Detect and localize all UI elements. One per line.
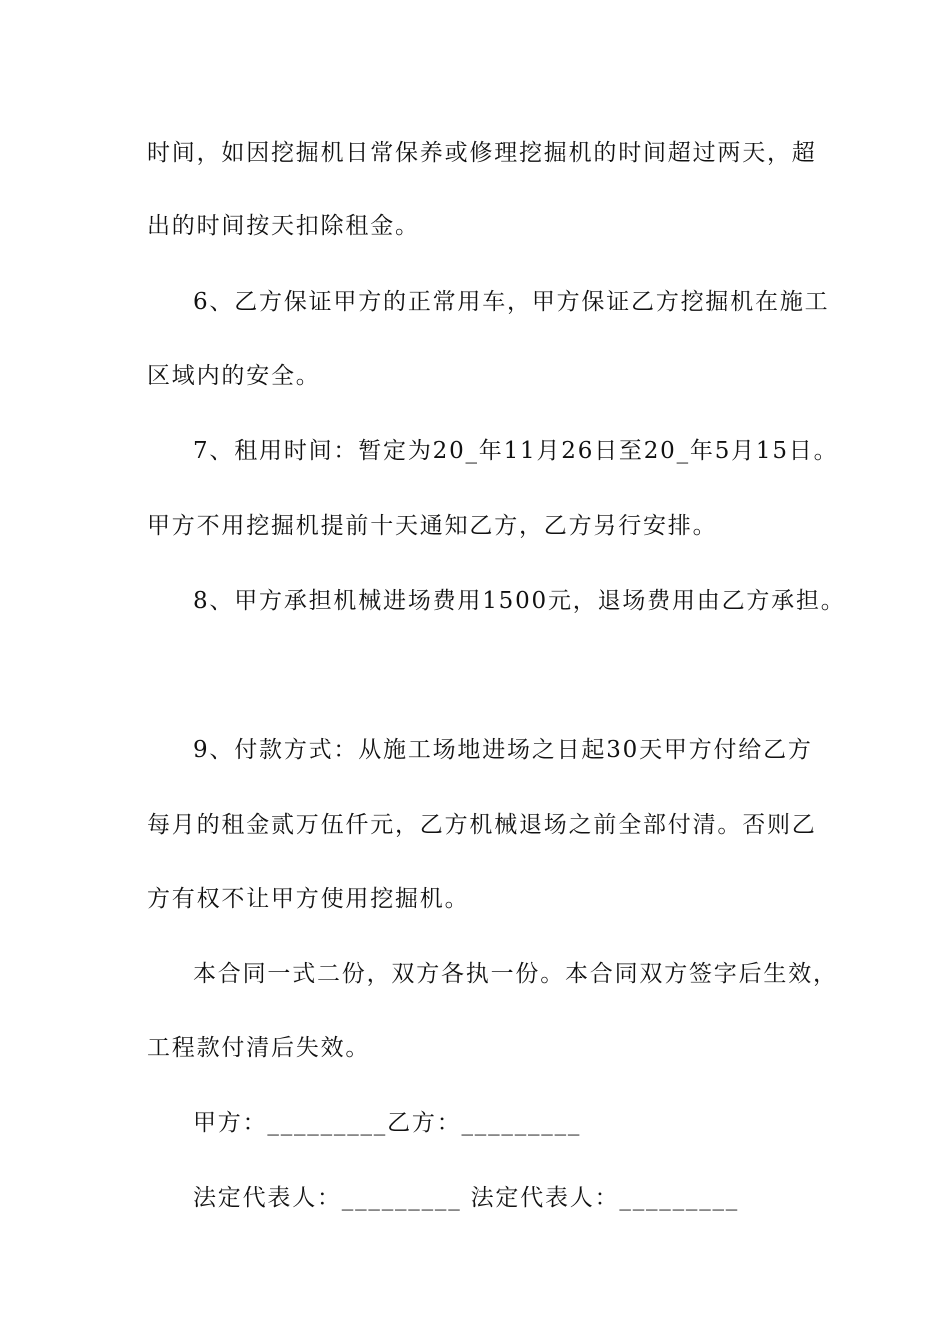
text-line-4: 区域内的安全。: [147, 363, 321, 389]
clause-6: 6、乙方保证甲方的正常用车，甲方保证乙方挖掘机在施工: [193, 289, 830, 315]
text-line-9: 每月的租金贰万伍仟元，乙方机械退场之前全部付清。否则乙: [147, 812, 817, 838]
closing-statement: 本合同一式二份，双方各执一份。本合同双方签字后生效，: [193, 961, 838, 987]
text-line-10: 方有权不让甲方使用挖掘机。: [147, 886, 470, 912]
clause-9: 9、付款方式：从施工场地进场之日起30天甲方付给乙方: [193, 737, 813, 763]
signature-representatives: 法定代表人：_________ 法定代表人：_________: [193, 1185, 740, 1211]
clause-8: 8、甲方承担机械进场费用1500元，退场费用由乙方承担。: [193, 588, 846, 614]
text-line-12: 工程款付清后失效。: [147, 1035, 371, 1061]
text-line-1: 时间，如因挖掘机日常保养或修理挖掘机的时间超过两天，超: [147, 140, 817, 166]
clause-7: 7、租用时间：暂定为20_年11月26日至20_年5月15日。: [193, 438, 839, 464]
text-line-6: 甲方不用挖掘机提前十天通知乙方，乙方另行安排。: [147, 513, 718, 539]
text-line-2: 出的时间按天扣除租金。: [147, 213, 420, 239]
signature-parties: 甲方：_________乙方：_________: [193, 1110, 582, 1136]
